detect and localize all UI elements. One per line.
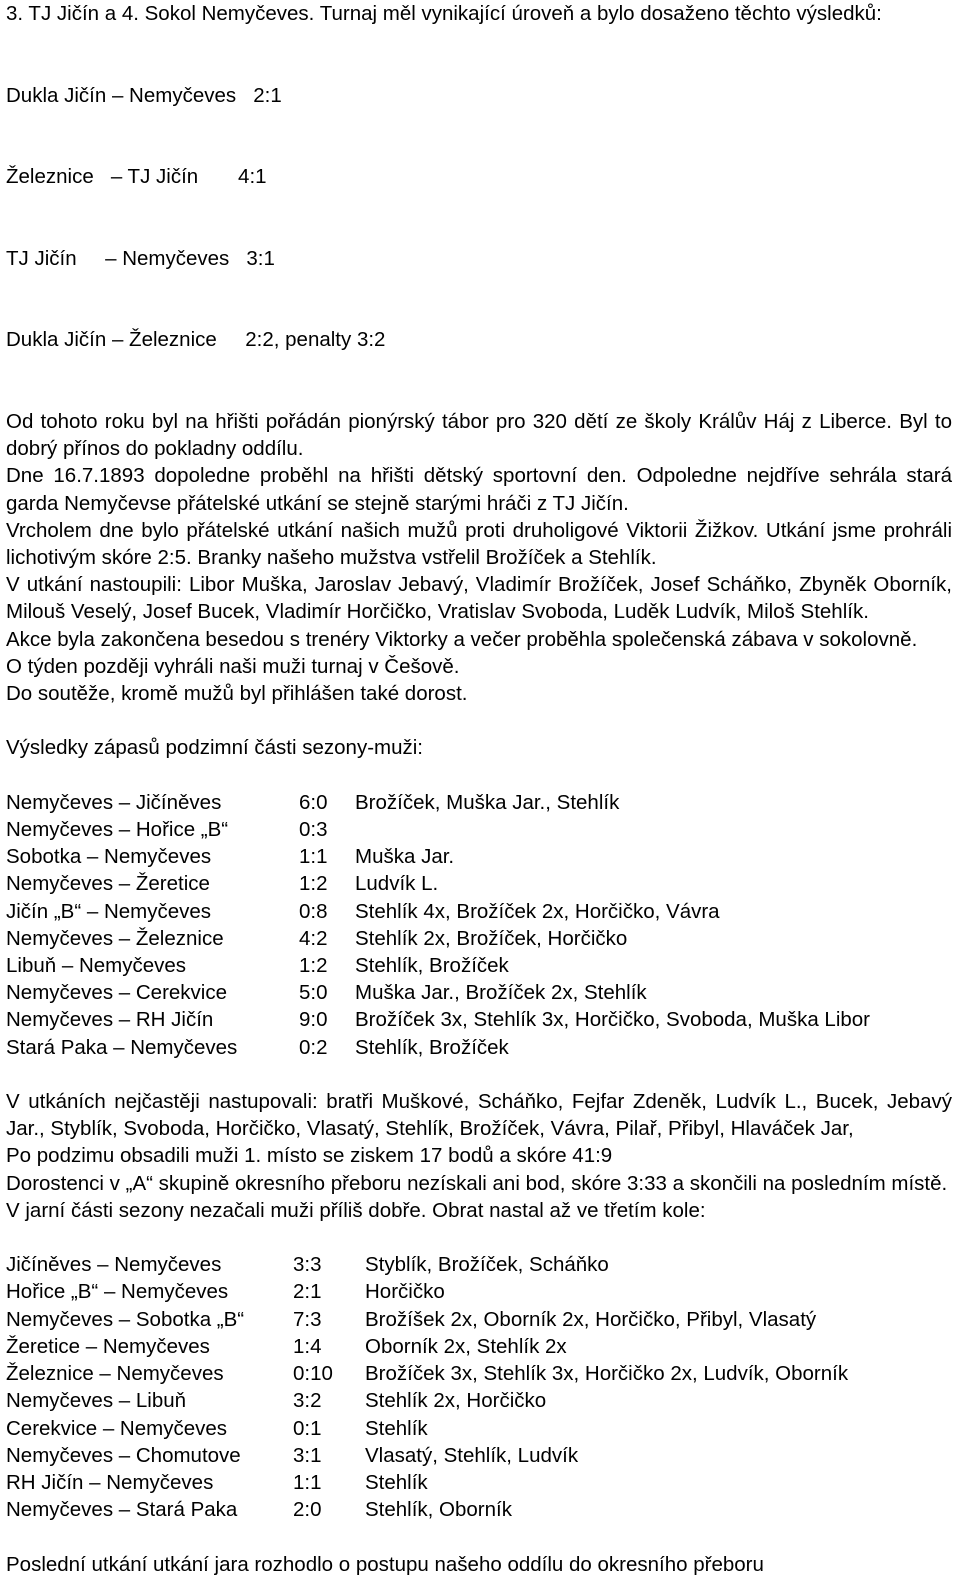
table-row <box>6 1415 848 1442</box>
final-line: Poslední utkání utkání jara rozhodlo o postupu našeho oddílu do okresního přeboru <box>6 1552 764 1576</box>
match-score: 0:1 <box>293 1416 322 1440</box>
match-score: 1:1 <box>299 845 328 869</box>
match-teams: Stará Paka – Nemyčeves <box>6 1035 238 1059</box>
spacer <box>6 707 952 734</box>
autumn-heading: Výsledky zápasů podzimní části sezony-muži: <box>6 736 424 760</box>
table-row <box>6 979 870 1006</box>
summary-autumn-place: Po podzimu obsadili muži 1. místo se ziskem 17 bodů a skóre 41:9 <box>6 1144 613 1168</box>
paragraph-week-later: O týden později vyhráli naši muži turnaj v Češově. <box>6 654 460 678</box>
tournament-results <box>6 27 952 408</box>
match-teams: Jičín „B“ – Nemyčeves <box>6 899 212 923</box>
match-scorers: Horčičko <box>365 1280 445 1304</box>
table-row <box>6 1496 848 1523</box>
match-score: 4:2 <box>299 926 328 950</box>
match-score: 3:3 <box>293 1253 322 1277</box>
table-row <box>6 1278 848 1305</box>
match-scorers: Stehlík 4x, Brožíček 2x, Horčičko, Vávra <box>355 899 720 923</box>
match-teams: Nemyčeves – Jičíněves <box>6 790 222 814</box>
match-teams: Žeretice – Nemyčeves <box>6 1334 210 1358</box>
match-teams: Nemyčeves – Cerekvice <box>6 981 228 1005</box>
tournament-result-line: Dukla Jičín – Nemyčeves 2:1 <box>6 83 282 107</box>
match-teams: Cerekvice – Nemyčeves <box>6 1416 228 1440</box>
match-score: 1:4 <box>293 1334 322 1358</box>
spacer <box>6 1061 952 1088</box>
match-teams: RH Jičín – Nemyčeves <box>6 1470 214 1494</box>
match-teams: Nemyčeves – Hořice „B“ <box>6 818 229 842</box>
table-row <box>6 789 870 816</box>
match-teams: Nemyčeves – Stará Paka <box>6 1498 238 1522</box>
match-scorers: Brožíček, Muška Jar., Stehlík <box>355 790 620 814</box>
match-scorers: Brožíček 3x, Stehlík 3x, Horčičko 2x, Ludvík, Oborník <box>365 1362 849 1386</box>
table-row <box>6 1333 848 1360</box>
paragraph-closing: Akce byla zakončena besedou s trenéry Viktorky a večer proběhla společenská zábava v sokolovně. <box>6 627 918 651</box>
match-score: 6:0 <box>299 790 328 814</box>
table-row <box>6 1251 848 1278</box>
paragraph-sports-day: Dne 16.7.1893 dopoledne proběhl na hřišti dětský sportovní den. Odpoledne nejdříve sehrála stará garda Nemyčevse přátelské utkání se stejně starými hráči z TJ Jičín. <box>6 464 952 515</box>
paragraph-lineup: V utkání nastoupili: Libor Muška, Jaroslav Jebavý, Vladimír Brožíček, Josef Scháňko, Zbyněk Oborník, Milouš Veselý, Josef Bucek, Vladimír Horčičko, Vratislav Svoboda, Luděk Ludvík, Miloš Stehlík. <box>6 573 952 624</box>
table-row <box>6 1387 848 1414</box>
table-row <box>6 870 870 897</box>
tournament-result-line: Dukla Jičín – Železnice 2:2, penalty 3:2 <box>6 328 386 352</box>
table-row <box>6 1034 870 1061</box>
match-scorers: Ludvík L. <box>355 872 439 896</box>
match-teams: Nemyčeves – Železnice <box>6 926 224 950</box>
match-scorers <box>355 816 870 843</box>
match-score: 1:2 <box>299 872 328 896</box>
match-teams: Libuň – Nemyčeves <box>6 954 187 978</box>
summary-youth-result: Dorostenci v „A“ skupině okresního přeboru nezískali ani bod, skóre 3:33 a skončili na posledním místě. <box>6 1171 948 1195</box>
match-scorers: Styblík, Brožíček, Scháňko <box>365 1253 609 1277</box>
match-teams: Hořice „B“ – Nemyčeves <box>6 1280 229 1304</box>
paragraph-highlight: Vrcholem dne bylo přátelské utkání našich mužů proti druholigové Viktorii Žižkov. Utkání jsme prohráli lichotivým skóre 2:5. Branky našeho mužstva vstřelil Brožíček a Stehlík. <box>6 518 952 570</box>
match-teams: Nemyčeves – Sobotka „B“ <box>6 1307 245 1331</box>
match-score: 7:3 <box>293 1307 322 1331</box>
match-scorers: Brožíšek 2x, Oborník 2x, Horčičko, Přibyl, Vlasatý <box>365 1307 817 1331</box>
table-row <box>6 1006 870 1033</box>
spring-results-table <box>6 1251 848 1523</box>
table-row <box>6 843 870 870</box>
match-score: 2:0 <box>293 1498 322 1522</box>
match-teams: Sobotka – Nemyčeves <box>6 845 212 869</box>
match-score: 0:8 <box>299 899 328 923</box>
match-scorers: Stehlík 2x, Brožíček, Horčičko <box>355 926 628 950</box>
match-teams: Nemyčeves – Žeretice <box>6 872 210 896</box>
match-teams: Nemyčeves – Libuň <box>6 1389 187 1413</box>
match-scorers: Muška Jar., Brožíček 2x, Stehlík <box>355 981 647 1005</box>
match-scorers: Stehlík 2x, Horčičko <box>365 1389 547 1413</box>
match-scorers: Stehlík, Brožíček <box>355 954 509 978</box>
match-teams: Nemyčeves – Chomutove <box>6 1443 241 1467</box>
paragraph-camp: Od tohoto roku byl na hřišti pořádán pionýrský tábor pro 320 dětí ze školy Králův Háj z Liberce. Byl to dobrý přínos do pokladny oddílu. <box>6 410 952 461</box>
match-scorers: Stehlík, Brožíček <box>355 1035 509 1059</box>
match-score: 1:1 <box>293 1470 322 1494</box>
tournament-result-line: Železnice – TJ Jičín 4:1 <box>6 165 267 189</box>
tournament-result-line: TJ Jičín – Nemyčeves 3:1 <box>6 246 275 270</box>
spacer <box>6 1224 952 1251</box>
table-row <box>6 898 870 925</box>
match-score: 0:3 <box>299 818 328 842</box>
autumn-results-table <box>6 789 870 1061</box>
paragraph-youth: Do soutěže, kromě mužů byl přihlášen také dorost. <box>6 682 468 706</box>
match-score: 5:0 <box>299 981 328 1005</box>
spacer <box>6 762 952 789</box>
table-row <box>6 1306 848 1333</box>
match-scorers: Stehlík, Oborník <box>365 1498 512 1522</box>
table-row <box>6 1469 848 1496</box>
match-scorers: Stehlík <box>365 1416 428 1440</box>
match-scorers: Muška Jar. <box>355 845 455 869</box>
match-score: 3:2 <box>293 1389 322 1413</box>
match-scorers: Stehlík <box>365 1470 428 1494</box>
table-row <box>6 1360 848 1387</box>
match-score: 0:2 <box>299 1035 328 1059</box>
summary-spring-intro: V jarní části sezony nezačali muži příliš dobře. Obrat nastal až ve třetím kole: <box>6 1198 706 1222</box>
match-scorers: Oborník 2x, Stehlík 2x <box>365 1334 567 1358</box>
spacer <box>6 1523 952 1550</box>
match-scorers: Brožíček 3x, Stehlík 3x, Horčičko, Svoboda, Muška Libor <box>355 1008 871 1032</box>
match-teams: Jičíněves – Nemyčeves <box>6 1253 222 1277</box>
table-row <box>6 816 870 843</box>
table-row <box>6 952 870 979</box>
match-score: 2:1 <box>293 1280 322 1304</box>
match-teams: Železnice – Nemyčeves <box>6 1362 224 1386</box>
match-scorers: Vlasatý, Stehlík, Ludvík <box>365 1443 579 1467</box>
tournament-intro: 3. TJ Jičín a 4. Sokol Nemyčeves. Turnaj měl vynikající úroveň a bylo dosaženo těchto výsledků: <box>6 2 882 25</box>
table-row <box>6 1442 848 1469</box>
table-row <box>6 925 870 952</box>
summary-regulars: V utkáních nejčastěji nastupovali: bratři Muškové, Scháňko, Fejfar Zdeněk, Ludvík L., Bucek, Jebavý Jar., Styblík, Svoboda, Horčičko, Vlasatý, Stehlík, Brožíček, Vávra, Pilař, Přibyl, Hlaváček Jar, <box>6 1090 952 1141</box>
match-score: 3:1 <box>293 1443 322 1467</box>
match-score: 9:0 <box>299 1008 328 1032</box>
match-score: 1:2 <box>299 954 328 978</box>
match-score: 0:10 <box>293 1362 333 1386</box>
match-teams: Nemyčeves – RH Jičín <box>6 1008 214 1032</box>
